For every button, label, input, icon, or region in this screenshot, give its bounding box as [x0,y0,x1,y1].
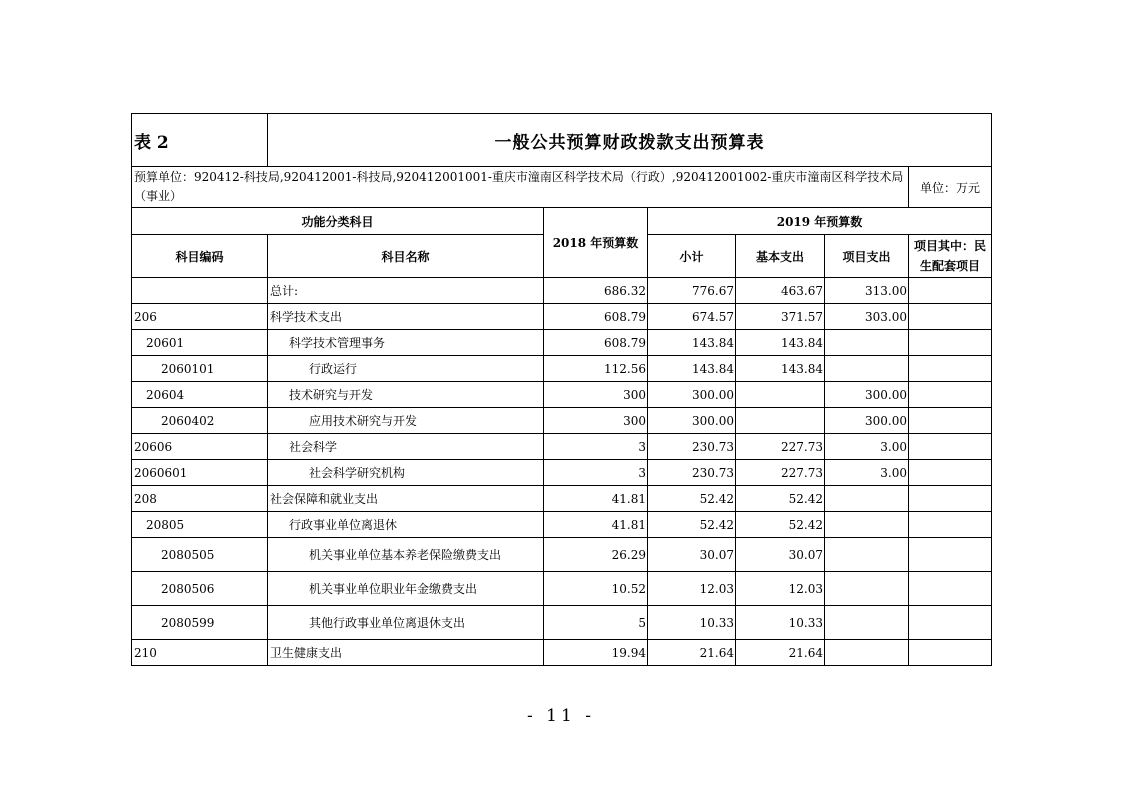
header-code: 科目编码 [132,235,268,278]
budget-2018-cell: 19.94 [544,640,648,666]
budget-2018-cell: 5 [544,606,648,640]
code-cell: 20805 [132,512,268,538]
basic-cell: 463.67 [736,278,825,304]
basic-cell: 52.42 [736,486,825,512]
subtotal-cell: 776.67 [648,278,736,304]
budget-2018-cell: 112.56 [544,356,648,382]
livelihood-cell [909,460,992,486]
table-row [132,538,992,572]
basic-cell: 21.64 [736,640,825,666]
name-cell: 社会科学研究机构 [268,460,544,486]
budget-table [131,113,992,666]
livelihood-cell [909,330,992,356]
livelihood-cell [909,606,992,640]
header-name: 科目名称 [268,235,544,278]
budget-2018-cell: 3 [544,434,648,460]
project-cell [825,572,909,606]
name-cell: 机关事业单位基本养老保险缴费支出 [268,538,544,572]
subtotal-cell: 52.42 [648,512,736,538]
code-cell: 2060101 [132,356,268,382]
name-cell: 卫生健康支出 [268,640,544,666]
code-cell: 210 [132,640,268,666]
table-row [132,486,992,512]
livelihood-cell [909,304,992,330]
livelihood-cell [909,486,992,512]
livelihood-cell [909,512,992,538]
basic-cell [736,382,825,408]
table-row [132,606,992,640]
subtotal-cell: 21.64 [648,640,736,666]
subtotal-cell: 674.57 [648,304,736,330]
project-cell [825,606,909,640]
subtotal-cell: 230.73 [648,434,736,460]
basic-cell: 52.42 [736,512,825,538]
budget-2018-cell: 26.29 [544,538,648,572]
basic-cell: 227.73 [736,460,825,486]
code-cell: 20606 [132,434,268,460]
table-row [132,330,992,356]
budget-2018-cell: 608.79 [544,330,648,356]
header-subtotal: 小计 [648,235,736,278]
project-cell: 3.00 [825,460,909,486]
table-row [132,512,992,538]
unit-label: 单位：万元 [909,167,992,208]
basic-cell [736,408,825,434]
project-cell [825,538,909,572]
project-cell: 303.00 [825,304,909,330]
project-cell [825,512,909,538]
table-row [132,434,992,460]
livelihood-cell [909,356,992,382]
subtotal-cell: 230.73 [648,460,736,486]
title-row [132,114,992,167]
table-row [132,304,992,330]
table-row [132,408,992,434]
header-functional-class: 功能分类科目 [132,208,544,235]
table-row [132,640,992,666]
name-cell: 机关事业单位职业年金缴费支出 [268,572,544,606]
header-basic: 基本支出 [736,235,825,278]
subtotal-cell: 30.07 [648,538,736,572]
header-row-1 [132,208,992,235]
table-title: 一般公共预算财政拨款支出预算表 [268,114,992,167]
code-cell: 2080599 [132,606,268,640]
subtotal-cell: 300.00 [648,382,736,408]
project-cell [825,330,909,356]
code-cell: 208 [132,486,268,512]
name-cell: 行政事业单位离退休 [268,512,544,538]
project-cell: 3.00 [825,434,909,460]
name-cell: 科学技术支出 [268,304,544,330]
name-cell: 科学技术管理事务 [268,330,544,356]
subtotal-cell: 52.42 [648,486,736,512]
livelihood-cell [909,538,992,572]
budget-2018-cell: 608.79 [544,304,648,330]
project-cell: 300.00 [825,382,909,408]
code-cell [132,278,268,304]
livelihood-cell [909,572,992,606]
name-cell: 总计: [268,278,544,304]
table-row [132,572,992,606]
name-cell: 技术研究与开发 [268,382,544,408]
subtotal-cell: 300.00 [648,408,736,434]
subtotal-cell: 12.03 [648,572,736,606]
livelihood-cell [909,640,992,666]
unit-row [132,167,992,208]
budget-unit: 预算单位：920412-科技局,920412001-科技局,920412001001-重庆市潼南区科学技术局（行政）,920412001002-重庆市潼南区科学技术局（事业） [132,167,909,208]
header-budget-2019: 2019 年预算数 [648,208,992,235]
subtotal-cell: 143.84 [648,356,736,382]
table-row [132,460,992,486]
code-cell: 20604 [132,382,268,408]
code-cell: 20601 [132,330,268,356]
table-row [132,356,992,382]
basic-cell: 12.03 [736,572,825,606]
header-project: 项目支出 [825,235,909,278]
basic-cell: 371.57 [736,304,825,330]
project-cell [825,486,909,512]
livelihood-cell [909,382,992,408]
name-cell: 社会科学 [268,434,544,460]
project-cell: 313.00 [825,278,909,304]
subtotal-cell: 143.84 [648,330,736,356]
name-cell: 应用技术研究与开发 [268,408,544,434]
livelihood-cell [909,434,992,460]
code-cell: 2080506 [132,572,268,606]
basic-cell: 143.84 [736,356,825,382]
table-row [132,382,992,408]
subtotal-cell: 10.33 [648,606,736,640]
header-budget-2018: 2018 年预算数 [544,208,648,278]
project-cell: 300.00 [825,408,909,434]
budget-2018-cell: 686.32 [544,278,648,304]
name-cell: 行政运行 [268,356,544,382]
name-cell: 其他行政事业单位离退休支出 [268,606,544,640]
basic-cell: 30.07 [736,538,825,572]
project-cell [825,640,909,666]
name-cell: 社会保障和就业支出 [268,486,544,512]
livelihood-cell [909,278,992,304]
basic-cell: 10.33 [736,606,825,640]
table-number: 表 2 [132,114,268,167]
livelihood-cell [909,408,992,434]
code-cell: 2060402 [132,408,268,434]
budget-2018-cell: 41.81 [544,486,648,512]
project-cell [825,356,909,382]
budget-2018-cell: 300 [544,408,648,434]
table-row [132,278,992,304]
budget-2018-cell: 10.52 [544,572,648,606]
budget-2018-cell: 41.81 [544,512,648,538]
header-project-livelihood: 项目其中：民生配套项目 [909,235,992,278]
basic-cell: 227.73 [736,434,825,460]
basic-cell: 143.84 [736,330,825,356]
code-cell: 206 [132,304,268,330]
budget-2018-cell: 300 [544,382,648,408]
code-cell: 2060601 [132,460,268,486]
code-cell: 2080505 [132,538,268,572]
budget-2018-cell: 3 [544,460,648,486]
page-number: - 11 - [527,706,595,726]
